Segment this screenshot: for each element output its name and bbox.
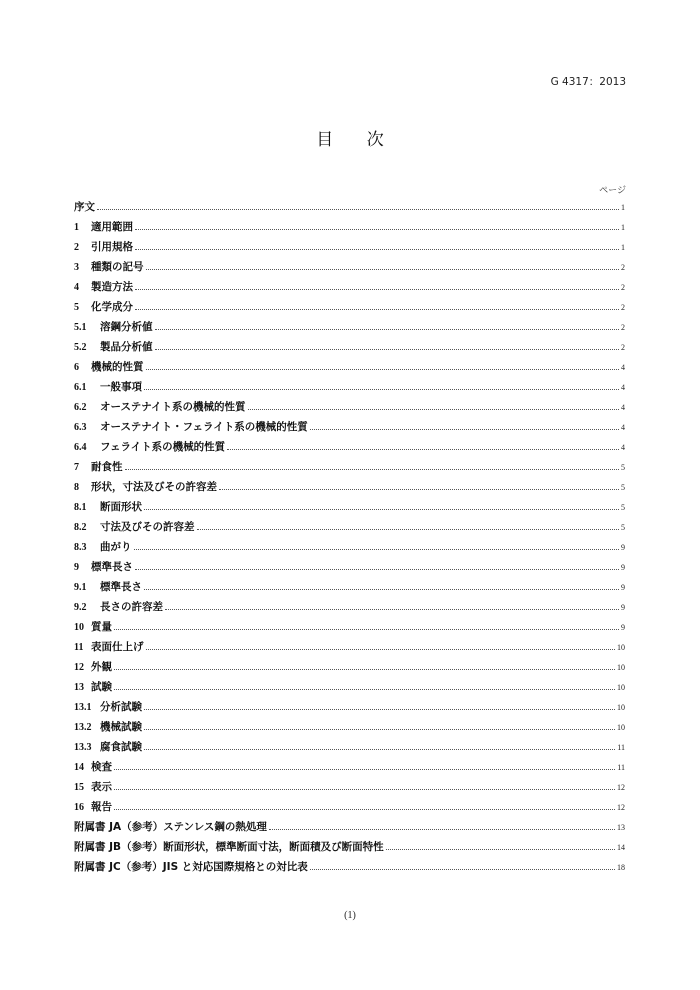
toc-entry-number: 14 [74, 762, 84, 773]
toc-entry-page: 9 [621, 603, 625, 612]
toc-leader-dots [135, 229, 619, 230]
toc-entry-number: 9.2 [74, 602, 87, 613]
toc-entry-label: 溶鋼分析値 [100, 321, 153, 333]
toc-entry[interactable] [74, 299, 625, 319]
toc-entry-label: 附属書 JC（参考）JIS と対応国際規格との対比表 [74, 861, 308, 873]
toc-leader-dots [146, 649, 616, 650]
toc-entry[interactable] [74, 599, 625, 619]
toc-entry[interactable] [74, 739, 625, 759]
toc-entry-page: 2 [621, 303, 625, 312]
toc-entry-number: 13 [74, 682, 84, 693]
toc-entry-number: 12 [74, 662, 84, 673]
toc-entry[interactable] [74, 439, 625, 459]
toc-leader-dots [165, 609, 619, 610]
toc-entry-label: 断面形状 [100, 501, 142, 513]
toc-entry[interactable] [74, 219, 625, 239]
toc-entry-page: 1 [621, 203, 625, 212]
toc-entry-number: 6.4 [74, 442, 87, 453]
toc-entry-page: 10 [617, 703, 625, 712]
toc-entry-page: 10 [617, 663, 625, 672]
toc-entry-page: 13 [617, 823, 625, 832]
toc-entry-number: 6.3 [74, 422, 87, 433]
toc-entry-label: オーステナイト系の機械的性質 [100, 401, 246, 413]
toc-entry-number: 13.3 [74, 742, 92, 753]
toc-leader-dots [114, 629, 619, 630]
toc-entry-number: 5.2 [74, 342, 87, 353]
toc-entry-label: 機械試験 [100, 721, 142, 733]
toc-leader-dots [146, 369, 620, 370]
page-column-label: ページ [599, 186, 626, 196]
toc-entry-label: 標準長さ [100, 581, 142, 593]
toc-entry-label: 適用範囲 [91, 221, 133, 233]
toc-entry-page: 4 [621, 363, 625, 372]
toc-leader-dots [197, 529, 620, 530]
toc-entry-number: 5 [74, 302, 79, 313]
toc-leader-dots [135, 289, 619, 290]
toc-entry-page: 2 [621, 343, 625, 352]
toc-entry-page: 2 [621, 263, 625, 272]
toc-entry-number: 7 [74, 462, 79, 473]
toc-entry-page: 14 [617, 843, 625, 852]
toc-leader-dots [114, 669, 615, 670]
toc-entry[interactable] [74, 559, 625, 579]
toc-leader-dots [134, 549, 620, 550]
toc-entry-label: 報告 [91, 801, 112, 813]
toc-entry-page: 2 [621, 323, 625, 332]
toc-entry-page: 10 [617, 643, 625, 652]
toc-entry-number: 9 [74, 562, 79, 573]
toc-entry-page: 12 [617, 803, 625, 812]
toc-leader-dots [125, 469, 620, 470]
toc-entry[interactable] [74, 459, 625, 479]
toc-entry-page: 1 [621, 243, 625, 252]
toc-entry[interactable] [74, 339, 625, 359]
toc-entry-page: 4 [621, 383, 625, 392]
toc-entry-label: 一般事項 [100, 381, 142, 393]
toc-entry-label: 製造方法 [91, 281, 133, 293]
toc-entry-label: 化学成分 [91, 301, 133, 313]
toc-entry-number: 11 [74, 642, 84, 653]
toc-entry[interactable] [74, 719, 625, 739]
toc-entry[interactable] [74, 539, 625, 559]
toc-entry[interactable] [74, 239, 625, 259]
table-of-contents [74, 199, 625, 879]
toc-entry-number: 16 [74, 802, 84, 813]
toc-entry[interactable] [74, 699, 625, 719]
toc-entry-label: フェライト系の機械的性質 [100, 441, 226, 453]
toc-entry[interactable] [74, 479, 625, 499]
toc-entry-number: 6.2 [74, 402, 87, 413]
toc-entry-label: 製品分析値 [100, 341, 153, 353]
toc-entry-page: 9 [621, 563, 625, 572]
toc-entry-label: 種類の記号 [91, 261, 144, 273]
toc-entry[interactable] [74, 419, 625, 439]
toc-entry[interactable] [74, 199, 625, 219]
toc-entry-label: 附属書 JA（参考）ステンレス鋼の熱処理 [74, 821, 267, 833]
toc-entry[interactable] [74, 779, 625, 799]
toc-leader-dots [227, 449, 619, 450]
toc-entry[interactable] [74, 379, 625, 399]
toc-leader-dots [155, 329, 620, 330]
toc-entry-page: 5 [621, 483, 625, 492]
toc-entry[interactable] [74, 499, 625, 519]
toc-entry[interactable] [74, 319, 625, 339]
toc-leader-dots [310, 869, 615, 870]
toc-entry-number: 10 [74, 622, 84, 633]
toc-entry-page: 9 [621, 583, 625, 592]
toc-leader-dots [114, 769, 615, 770]
toc-entry-number: 6.1 [74, 382, 87, 393]
toc-entry-number: 13.2 [74, 722, 92, 733]
toc-leader-dots [114, 789, 615, 790]
toc-entry[interactable] [74, 579, 625, 599]
toc-entry-page: 12 [617, 783, 625, 792]
toc-entry[interactable] [74, 639, 625, 659]
toc-entry[interactable] [74, 859, 625, 879]
toc-entry[interactable] [74, 519, 625, 539]
toc-entry-number: 13.1 [74, 702, 92, 713]
toc-entry-label: 機械的性質 [91, 361, 144, 373]
toc-leader-dots [135, 309, 619, 310]
toc-entry-page: 11 [617, 743, 625, 752]
toc-leader-dots [135, 249, 619, 250]
toc-entry-label: 表示 [91, 781, 112, 793]
toc-leader-dots [144, 509, 619, 510]
toc-entry-page: 5 [621, 503, 625, 512]
toc-entry-label: 検査 [91, 761, 112, 773]
toc-entry-number: 8.3 [74, 542, 87, 553]
toc-entry-label: 試験 [91, 681, 112, 693]
toc-entry-page: 10 [617, 683, 625, 692]
toc-entry-label: 曲がり [100, 541, 132, 553]
toc-entry-page: 9 [621, 623, 625, 632]
toc-entry-label: 外観 [91, 661, 112, 673]
toc-entry-label: 腐食試験 [100, 741, 142, 753]
toc-entry[interactable] [74, 659, 625, 679]
toc-entry-label: 長さの許容差 [100, 601, 163, 613]
toc-leader-dots [248, 409, 619, 410]
toc-leader-dots [114, 809, 615, 810]
toc-leader-dots [135, 569, 619, 570]
toc-entry-label: 序文 [74, 201, 95, 213]
toc-leader-dots [114, 689, 615, 690]
toc-entry-label: 標準長さ [91, 561, 133, 573]
toc-leader-dots [386, 849, 615, 850]
toc-entry-page: 18 [617, 863, 625, 872]
toc-entry-page: 4 [621, 423, 625, 432]
toc-entry-page: 5 [621, 463, 625, 472]
toc-entry-page: 4 [621, 443, 625, 452]
toc-entry-page: 10 [617, 723, 625, 732]
toc-entry-label: 形状，寸法及びその許容差 [91, 481, 217, 493]
toc-entry-label: 寸法及びその許容差 [100, 521, 195, 533]
toc-entry-number: 4 [74, 282, 79, 293]
toc-leader-dots [97, 209, 619, 210]
toc-entry[interactable] [74, 399, 625, 419]
toc-leader-dots [144, 729, 615, 730]
toc-entry-label: 附属書 JB（参考）断面形状，標準断面寸法，断面積及び断面特性 [74, 841, 384, 853]
toc-leader-dots [310, 429, 619, 430]
toc-entry-label: オーステナイト・フェライト系の機械的性質 [100, 421, 308, 433]
toc-entry[interactable] [74, 759, 625, 779]
toc-leader-dots [219, 489, 619, 490]
toc-leader-dots [155, 349, 620, 350]
toc-leader-dots [144, 589, 619, 590]
page-title: 目 次 [316, 130, 398, 150]
toc-entry[interactable] [74, 799, 625, 819]
toc-entry-number: 15 [74, 782, 84, 793]
toc-entry-page: 5 [621, 523, 625, 532]
toc-entry-page: 9 [621, 543, 625, 552]
toc-entry-page: 2 [621, 283, 625, 292]
toc-entry[interactable] [74, 819, 625, 839]
toc-entry-number: 5.1 [74, 322, 87, 333]
toc-entry-number: 8.2 [74, 522, 87, 533]
toc-entry-number: 3 [74, 262, 79, 273]
toc-leader-dots [144, 749, 615, 750]
standard-number: G 4317：2013 [550, 76, 626, 88]
toc-leader-dots [144, 709, 615, 710]
toc-entry-number: 2 [74, 242, 79, 253]
footer-page-number: (1) [344, 910, 356, 921]
toc-entry-number: 8 [74, 482, 79, 493]
toc-entry-number: 8.1 [74, 502, 87, 513]
toc-entry-label: 質量 [91, 621, 112, 633]
toc-leader-dots [269, 829, 615, 830]
toc-entry[interactable] [74, 259, 625, 279]
toc-entry-number: 1 [74, 222, 79, 233]
toc-entry-label: 分析試験 [100, 701, 142, 713]
toc-entry-label: 引用規格 [91, 241, 133, 253]
toc-entry-page: 11 [617, 763, 625, 772]
toc-entry[interactable] [74, 279, 625, 299]
toc-entry[interactable] [74, 839, 625, 859]
toc-entry-label: 表面仕上げ [91, 641, 144, 653]
toc-entry[interactable] [74, 359, 625, 379]
toc-entry-number: 9.1 [74, 582, 87, 593]
toc-entry-page: 1 [621, 223, 625, 232]
toc-entry-number: 6 [74, 362, 79, 373]
toc-entry[interactable] [74, 679, 625, 699]
toc-entry[interactable] [74, 619, 625, 639]
toc-leader-dots [144, 389, 619, 390]
toc-entry-label: 耐食性 [91, 461, 123, 473]
toc-entry-page: 4 [621, 403, 625, 412]
toc-leader-dots [146, 269, 620, 270]
